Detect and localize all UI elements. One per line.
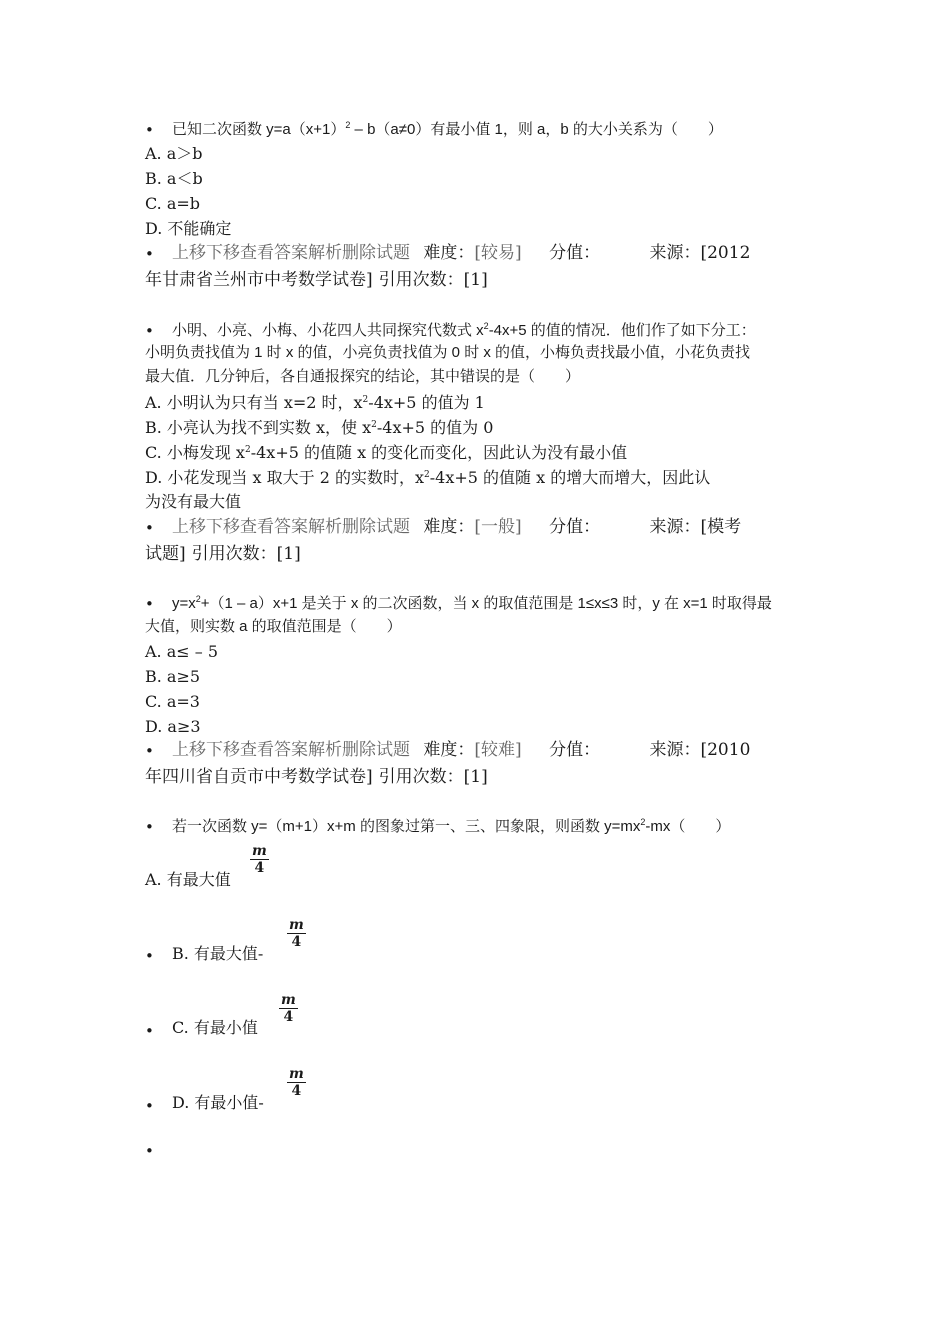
fraction-m-over-4 (287, 1066, 306, 1099)
q3-source-2: 年四川省自贡市中考数学试卷] (145, 767, 373, 787)
fraction-denominator: 4 (291, 934, 302, 950)
bullet: • (145, 519, 154, 537)
fraction-m-over-4 (279, 992, 298, 1025)
bullet: • (145, 595, 154, 613)
fraction-denominator: 4 (283, 1009, 294, 1025)
q1-meta-line2 (145, 268, 488, 292)
superscript-2: 2 (345, 120, 351, 130)
bullet: • (145, 245, 154, 263)
q4-option-a[interactable]: A. 有最大值 (145, 870, 231, 889)
q2-source-label: 来源： (649, 517, 701, 537)
q3-actions[interactable]: 上移下移查看答案解析删除试题 (172, 740, 410, 760)
q2-option-c[interactable]: C. 小梅发现 $x^2-4x+5$ 的值随 x 的变化而变化，因此认为没有最小值 (145, 443, 628, 462)
bullet: • (145, 947, 154, 965)
q2-option-d[interactable]: D. 小花发现当 x 取大于 2 的实数时，$x^2-4x+5$ 的值随 x 的增大而增大，因此认 (145, 468, 711, 487)
fraction-m-over-4 (287, 917, 306, 950)
q2-source-2: 试题] (145, 544, 186, 564)
q3-source-1: [2010 (700, 740, 751, 760)
q2-meta-line (172, 515, 741, 539)
q3-source-label: 来源： (649, 740, 701, 760)
q2-option-d-cont: 为没有最大值 (145, 492, 242, 511)
q1-source-label: 来源： (649, 243, 701, 263)
q1-option-c[interactable]: C. a=b (145, 194, 201, 213)
fraction-numerator: m (252, 843, 267, 859)
fraction-numerator: m (289, 917, 304, 933)
superscript-2: 2 (483, 321, 489, 331)
q3-option-c[interactable]: C. a=3 (145, 692, 200, 711)
q1-difficulty: [较易] (474, 243, 522, 263)
q1-option-d[interactable]: D. 不能确定 (145, 219, 232, 238)
q2-stem-2: 小明负责找值为 1 时 x 的值，小亮负责找值为 0 时 x 的值，小梅负责找最小值，小花负责找 (145, 344, 751, 361)
bullet: • (145, 121, 154, 139)
q1-source-2: 年甘肃省兰州市中考数学试卷] (145, 270, 373, 290)
q2-option-b[interactable]: B. 小亮认为找不到实数 x，使 $x^2-4x+5$ 的值为 0 (145, 418, 494, 437)
q2-cite-count: [1] (276, 544, 301, 564)
q1-cite-count: [1] (463, 270, 488, 290)
q2-stem-3: 最大值．几分钟后，各自通报探究的结论，其中错误的是（ ） (145, 368, 581, 385)
q2-cite-label: 引用次数： (191, 544, 277, 564)
q2-difficulty: [一般] (474, 517, 522, 537)
q4-option-d[interactable]: D. 有最小值- (172, 1093, 264, 1112)
q2-stem-1: 小明、小亮、小梅、小花四人共同探究代数式 $x^2-4x+5$ 的值的情况．他们作了如下分工： (172, 321, 756, 339)
q1-actions[interactable]: 上移下移查看答案解析删除试题 (172, 243, 410, 263)
bullet: • (145, 742, 154, 760)
q3-stem-2: 大值，则实数 a 的取值范围是（ ） (145, 618, 402, 635)
q3-option-a[interactable]: A. a≤ – 5 (145, 642, 219, 661)
q4-stem: 若一次函数 y=（m+1）x+m 的图象过第一、三、四象限，则函数 $y=mx^2-mx$（ ） (172, 817, 731, 835)
q1-score-label: 分值： (549, 243, 601, 263)
fraction-numerator: m (289, 1066, 304, 1082)
superscript-2: 2 (640, 817, 646, 827)
bullet: • (145, 818, 154, 836)
q2-actions[interactable]: 上移下移查看答案解析删除试题 (172, 517, 410, 537)
superscript-2: 2 (371, 420, 377, 430)
q3-cite-count: [1] (463, 767, 488, 787)
fraction-denominator: 4 (254, 860, 265, 876)
q3-meta-line (172, 738, 750, 762)
q3-stem-1: $y=x^2+(1 - a)x+1$ 是关于 x 的二次函数，当 x 的取值范围是 1≤x≤3 时，y 在 x=1 时取得最 (172, 594, 772, 612)
fraction-numerator: m (281, 992, 296, 1008)
q2-source-1: [模考 (700, 517, 742, 537)
q4-option-b[interactable]: B. 有最大值- (172, 944, 264, 963)
q4-option-c[interactable]: C. 有最小值 (172, 1018, 258, 1037)
bullet: • (145, 1142, 154, 1160)
superscript-2: 2 (362, 395, 369, 405)
q1-meta-line (172, 241, 812, 265)
q1-cite-label: 引用次数： (378, 270, 464, 290)
q3-cite-label: 引用次数： (378, 767, 464, 787)
q3-score-label: 分值： (549, 740, 601, 760)
fraction-denominator: 4 (291, 1083, 302, 1099)
q1-option-b[interactable]: B. a＜b (145, 169, 203, 188)
bullet: • (145, 1022, 154, 1040)
q3-difficulty-label: 难度： (423, 740, 475, 760)
superscript-2: 2 (424, 470, 430, 480)
q1-difficulty-label: 难度： (423, 243, 475, 263)
q2-difficulty-label: 难度： (423, 517, 475, 537)
q2-meta-line2 (145, 542, 301, 566)
q1-source-1: [2012 (700, 243, 751, 263)
q1-stem: 已知二次函数 $y=a(x+1)^2 - b(a\ne 0)$有最小值 1，则 a，b 的大小关系为（ ） (172, 120, 723, 138)
fraction-m-over-4 (250, 843, 269, 876)
q3-option-d[interactable]: D. a≥3 (145, 717, 201, 736)
superscript-2: 2 (244, 445, 251, 455)
superscript-2: 2 (195, 594, 201, 604)
q2-score-label: 分值： (549, 517, 601, 537)
bullet: • (145, 1097, 154, 1115)
q2-option-a[interactable]: A. 小明认为只有当 x=2 时，$x^2-4x+5$ 的值为 1 (145, 393, 485, 412)
q1-option-a[interactable]: A. a＞b (145, 144, 203, 163)
q3-difficulty: [较难] (474, 740, 522, 760)
q3-meta-line2 (145, 765, 488, 789)
q3-option-b[interactable]: B. a≥5 (145, 667, 201, 686)
bullet: • (145, 322, 154, 340)
